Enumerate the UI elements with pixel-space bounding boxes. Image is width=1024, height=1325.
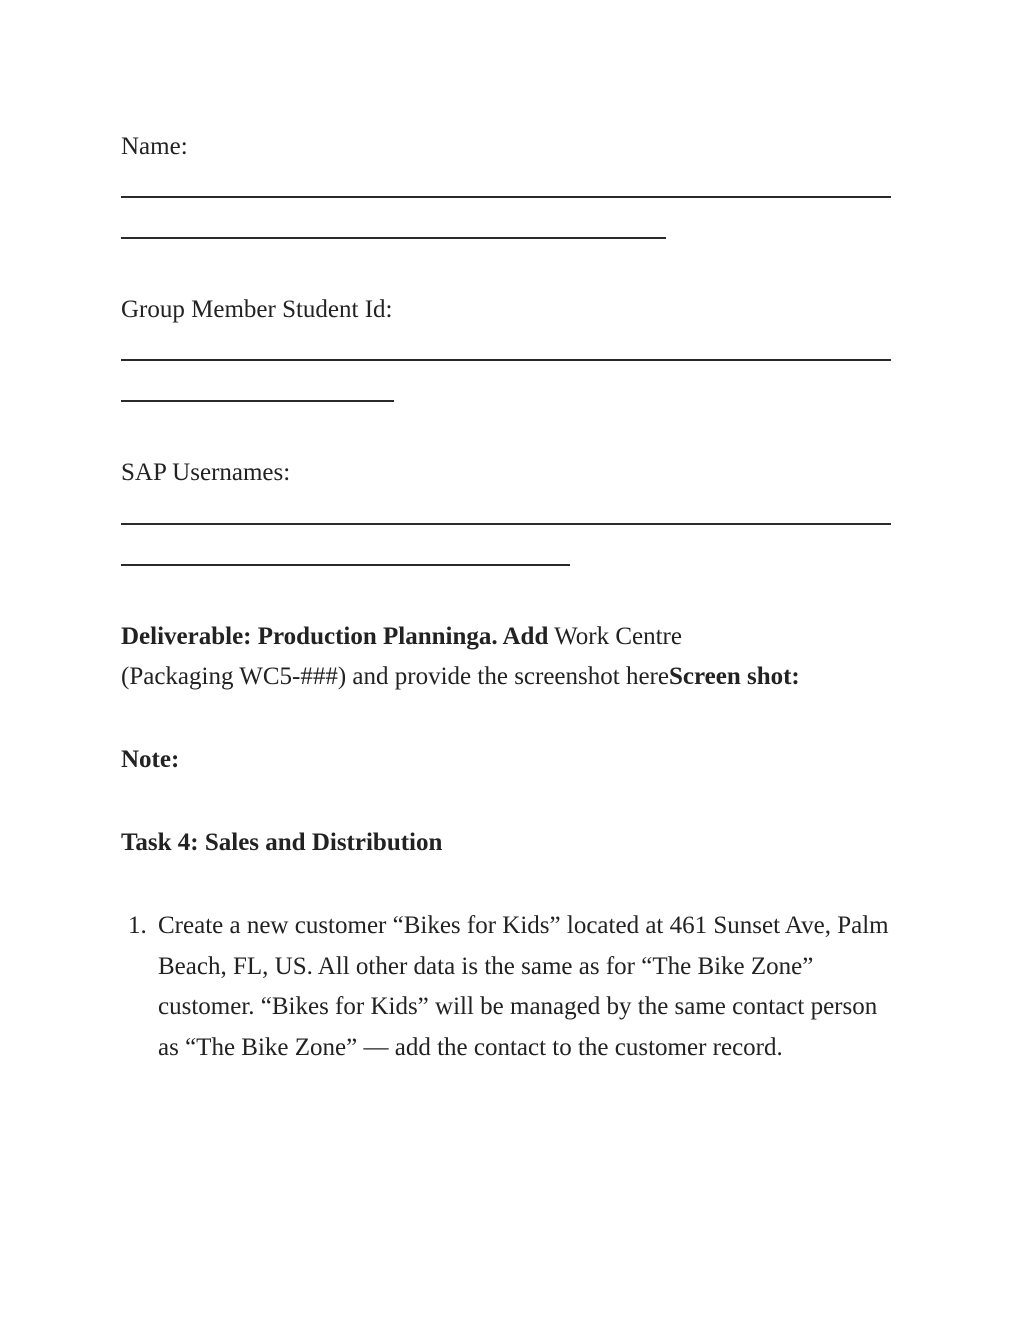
deliverable-heading: Deliverable: Production Planninga. Add xyxy=(121,623,549,650)
group-member-id-blank-line-2[interactable] xyxy=(121,400,394,402)
screenshot-label: Screen shot: xyxy=(668,663,800,690)
sap-usernames-blank-line-1[interactable] xyxy=(121,523,891,525)
name-blank-line-2[interactable] xyxy=(121,237,666,239)
sap-usernames-label: SAP Usernames: xyxy=(121,459,291,486)
list-item-text: Create a new customer “Bikes for Kids” located at 461 Sunset Ave, Palm Beach, FL, US. All other data is the same as for “The Bike Zone” customer. “Bikes for Kids” will be managed by the same contact person as “The Bike Zone” — add the contact to the customer record. xyxy=(158,912,889,1061)
note-label: Note: xyxy=(121,746,180,773)
name-label: Name: xyxy=(121,133,188,160)
list-item-marker: 1. xyxy=(128,912,147,939)
deliverable-line-2 xyxy=(121,657,800,697)
sap-usernames-blank-line-2[interactable] xyxy=(121,564,570,566)
deliverable-instruction-text: (Packaging WC5-###) and provide the screenshot here xyxy=(121,663,669,690)
deliverable-line-1 xyxy=(121,617,682,657)
name-blank-line-1[interactable] xyxy=(121,196,891,198)
group-member-id-label: Group Member Student Id: xyxy=(121,296,393,323)
group-member-id-blank-line-1[interactable] xyxy=(121,359,891,361)
deliverable-work-centre-text: Work Centre xyxy=(548,623,682,650)
task-4-heading: Task 4: Sales and Distribution xyxy=(121,829,443,856)
